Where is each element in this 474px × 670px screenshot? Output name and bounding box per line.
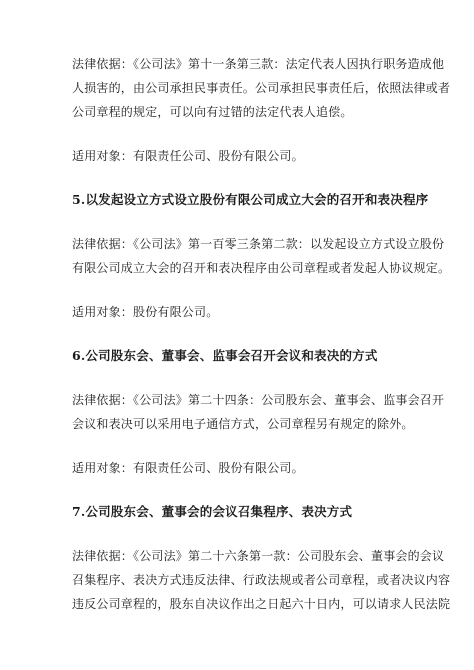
section-heading: 5.以发起设立方式设立股份有限公司成立大会的召开和表决程序: [72, 192, 429, 207]
body-paragraph: [72, 144, 412, 168]
document-page: [72, 52, 451, 636]
paragraph-line: 有限公司成立大会的召开和表决程序由公司章程或者发起人协议规定。: [72, 261, 451, 275]
paragraph-line: 违反公司章程的，股东自决议作出之日起六十日内，可以请求人民法院: [72, 597, 451, 611]
paragraph-line: 适用对象：有限责任公司、股份有限公司。: [72, 149, 304, 163]
body-paragraph: [72, 232, 451, 280]
paragraph-line: 法律依据：《公司法》第十一条第三款：法定代表人因执行职务造成他: [72, 57, 445, 71]
paragraph-line: 法律依据：《公司法》第二十四条：公司股东会、董事会、监事会召开: [72, 393, 445, 407]
paragraph-line: 适用对象：股份有限公司。: [72, 305, 219, 319]
paragraph-line: 法律依据：《公司法》第二十六条第一款：公司股东会、董事会的会议: [72, 549, 445, 563]
body-paragraph: [72, 544, 451, 616]
body-paragraph: [72, 52, 451, 124]
paragraph-line: 公司章程的规定，可以向有过错的法定代表人追偿。: [72, 105, 353, 119]
body-paragraph: [72, 456, 412, 480]
paragraph-line: 法律依据：《公司法》第一百零三条第二款：以发起设立方式设立股份: [72, 237, 445, 251]
paragraph-line: 召集程序、表决方式违反法律、行政法规或者公司章程，或者决议内容: [72, 573, 451, 587]
section-heading: 7.公司股东会、董事会的会议召集程序、表决方式: [72, 504, 353, 519]
paragraph-line: 适用对象：有限责任公司、股份有限公司。: [72, 461, 304, 475]
body-paragraph: [72, 300, 412, 324]
body-paragraph: [72, 388, 445, 436]
section-heading: 6.公司股东会、董事会、监事会召开会议和表决的方式: [72, 348, 378, 363]
paragraph-line: 会议和表决可以采用电子通信方式，公司章程另有规定的除外。: [72, 417, 414, 431]
paragraph-line: 人损害的，由公司承担民事责任。公司承担民事责任后，依照法律或者: [72, 81, 451, 95]
